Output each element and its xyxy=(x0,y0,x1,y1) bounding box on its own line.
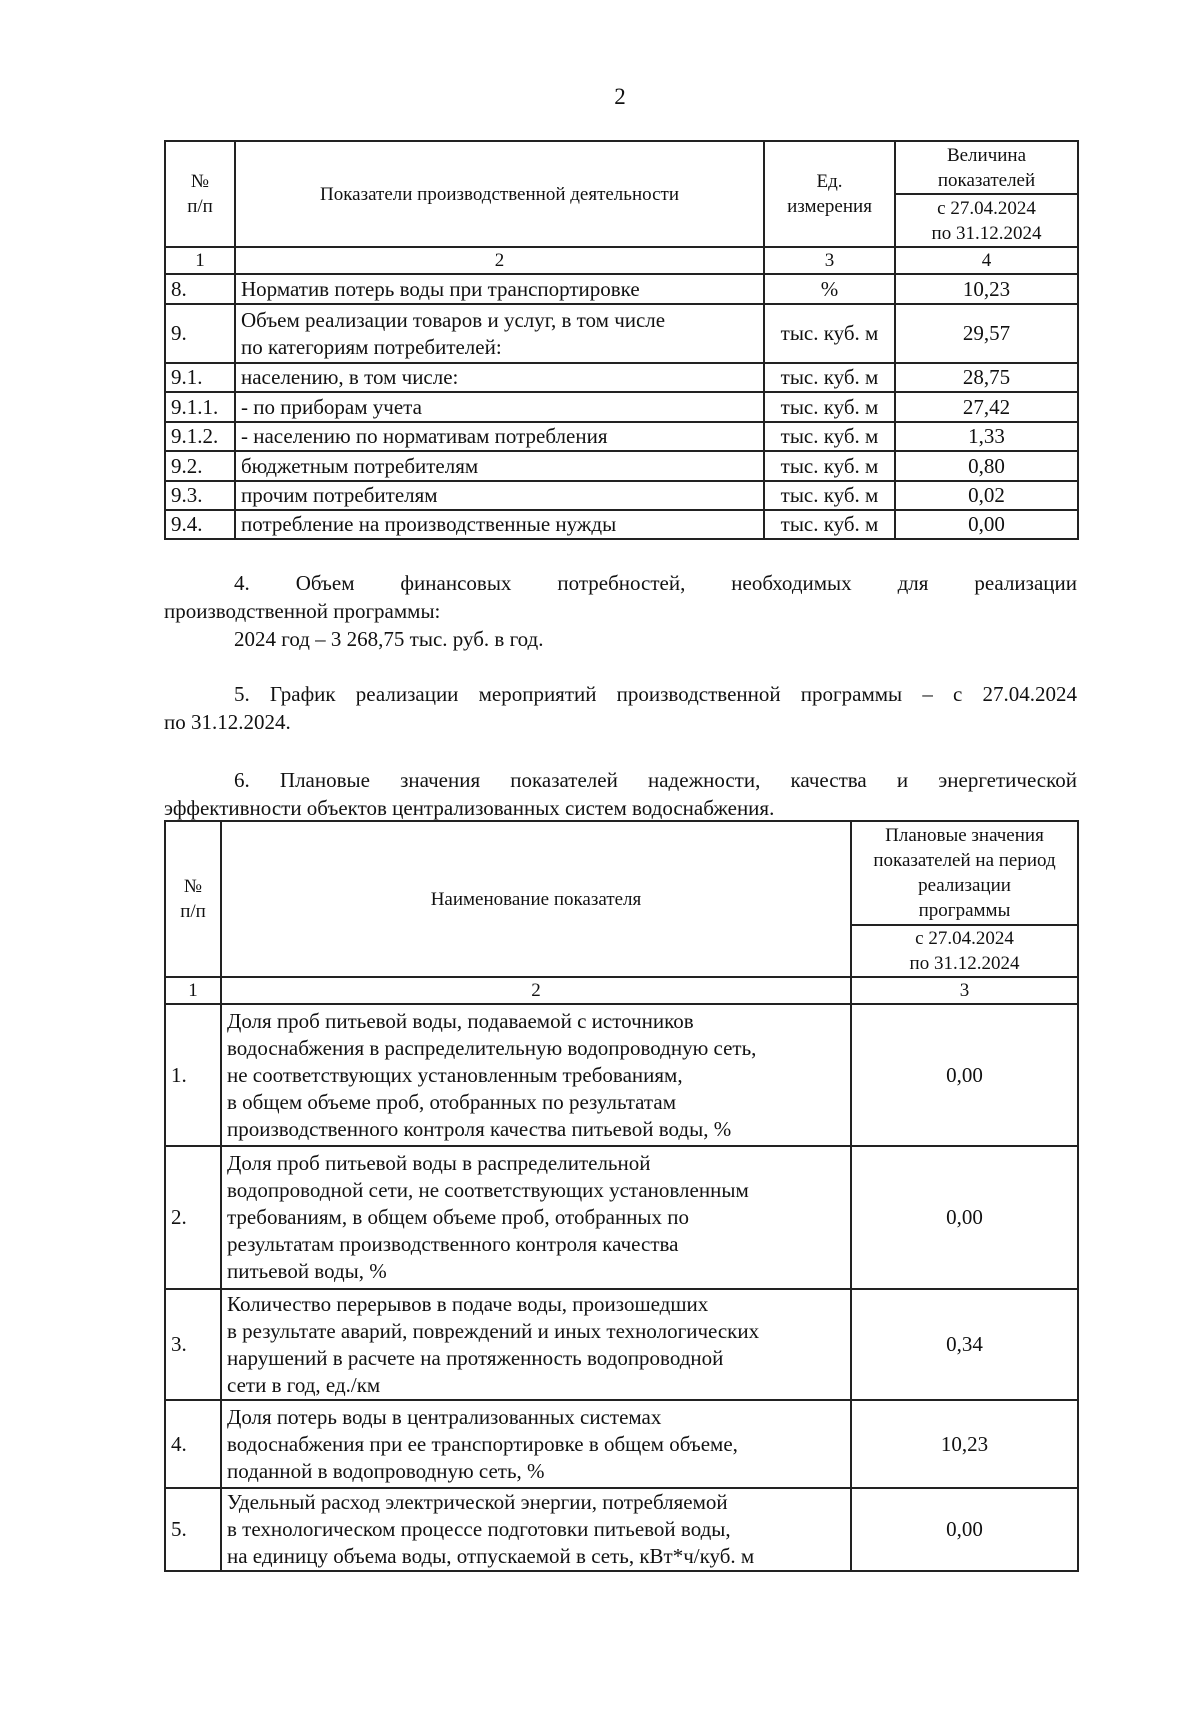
table-row xyxy=(165,304,1078,363)
row-num: 9.2. xyxy=(165,451,235,481)
row-unit: тыс. куб. м xyxy=(764,304,895,363)
header-period: с 27.04.2024 по 31.12.2024 xyxy=(895,194,1078,247)
row-name: Количество перерывов в подаче воды, произошедших в результате аварий, повреждений и иных технологических нарушений в расчете на протяженность водопроводной сети в год, ед./км xyxy=(221,1289,851,1400)
row-name: прочим потребителям xyxy=(235,481,764,510)
row-name: населению, в том числе: xyxy=(235,363,764,392)
row-value: 28,75 xyxy=(895,363,1078,392)
page-number: 2 xyxy=(614,84,626,109)
row-value: 0,00 xyxy=(851,1004,1078,1146)
row-name: потребление на производственные нужды xyxy=(235,510,764,539)
row-num: 3. xyxy=(165,1289,221,1400)
table-row xyxy=(165,510,1078,539)
row-name: - по приборам учета xyxy=(235,392,764,422)
row-unit: тыс. куб. м xyxy=(764,481,895,510)
production-indicators-table xyxy=(164,140,1079,540)
header-value: Величина показателей xyxy=(895,141,1078,194)
row-num: 2. xyxy=(165,1146,221,1289)
col-number: 1 xyxy=(165,977,221,1004)
row-num: 9.1.1. xyxy=(165,392,235,422)
col-number: 2 xyxy=(235,247,764,274)
table-row xyxy=(165,422,1078,451)
header-unit: Ед. измерения xyxy=(764,141,895,247)
section5-line2: по 31.12.2024. xyxy=(164,710,291,734)
table-row xyxy=(165,1400,1078,1488)
table-row xyxy=(165,1004,1078,1146)
table-row xyxy=(165,1488,1078,1571)
section4-financing: 2024 год – 3 268,75 тыс. руб. в год. xyxy=(234,627,544,651)
row-value: 0,00 xyxy=(851,1146,1078,1289)
row-value: 0,80 xyxy=(895,451,1078,481)
reliability-indicators-table xyxy=(164,820,1079,1572)
row-name: бюджетным потребителям xyxy=(235,451,764,481)
table-row xyxy=(165,481,1078,510)
table-row xyxy=(165,274,1078,304)
row-value: 0,34 xyxy=(851,1289,1078,1400)
row-unit: тыс. куб. м xyxy=(764,422,895,451)
row-num: 8. xyxy=(165,274,235,304)
table-row xyxy=(165,1289,1078,1400)
col-number: 3 xyxy=(764,247,895,274)
row-value: 0,00 xyxy=(895,510,1078,539)
table-row xyxy=(165,1146,1078,1289)
row-name: Доля проб питьевой воды в распределительной водопроводной сети, не соответствующих установленным требованиям, в общем объеме проб, отобранных по результатам производственного контроля качества питьевой воды, % xyxy=(221,1146,851,1289)
row-num: 9.4. xyxy=(165,510,235,539)
section4-line1: 4. Объем финансовых потребностей, необходимых для реализации xyxy=(234,571,1077,595)
header-period: с 27.04.2024 по 31.12.2024 xyxy=(851,925,1078,977)
header-num: № п/п xyxy=(165,821,221,977)
table-row xyxy=(165,451,1078,481)
table-row xyxy=(165,392,1078,422)
row-num: 9.3. xyxy=(165,481,235,510)
row-value: 0,00 xyxy=(851,1488,1078,1571)
row-name: - населению по нормативам потребления xyxy=(235,422,764,451)
header-indicator-name: Наименование показателя xyxy=(221,821,851,977)
section6-line2: эффективности объектов централизованных систем водоснабжения. xyxy=(164,796,775,820)
row-name: Объем реализации товаров и услуг, в том числе по категориям потребителей: xyxy=(235,304,764,363)
row-name: Доля потерь воды в централизованных системах водоснабжения при ее транспортировке в общем объеме, поданной в водопроводную сеть, % xyxy=(221,1400,851,1488)
col-number: 4 xyxy=(895,247,1078,274)
row-name: Удельный расход электрической энергии, потребляемой в технологическом процессе подготовки питьевой воды, на единицу объема воды, отпускаемой в сеть, кВт*ч/куб. м xyxy=(221,1488,851,1571)
row-value: 1,33 xyxy=(895,422,1078,451)
row-num: 9. xyxy=(165,304,235,363)
row-value: 10,23 xyxy=(895,274,1078,304)
row-value: 0,02 xyxy=(895,481,1078,510)
header-planned-values: Плановые значения показателей на период реализации программы xyxy=(851,821,1078,925)
row-num: 5. xyxy=(165,1488,221,1571)
row-num: 9.1. xyxy=(165,363,235,392)
row-num: 1. xyxy=(165,1004,221,1146)
section4-line2: производственной программы: xyxy=(164,599,441,623)
row-name: Доля проб питьевой воды, подаваемой с источников водоснабжения в распределительную водопроводную сеть, не соответствующих установленным требованиям, в общем объеме проб, отобранных по результатам производственного контроля качества питьевой воды, % xyxy=(221,1004,851,1146)
row-num: 4. xyxy=(165,1400,221,1488)
row-num: 9.1.2. xyxy=(165,422,235,451)
col-number: 3 xyxy=(851,977,1078,1004)
section6-line1: 6. Плановые значения показателей надежности, качества и энергетической xyxy=(234,768,1077,792)
header-indicator: Показатели производственной деятельности xyxy=(235,141,764,247)
row-unit: тыс. куб. м xyxy=(764,392,895,422)
row-unit: тыс. куб. м xyxy=(764,510,895,539)
col-number: 2 xyxy=(221,977,851,1004)
col-number: 1 xyxy=(165,247,235,274)
row-value: 27,42 xyxy=(895,392,1078,422)
section5-line1: 5. График реализации мероприятий производственной программы – с 27.04.2024 xyxy=(234,682,1077,706)
row-unit: тыс. куб. м xyxy=(764,451,895,481)
row-unit: % xyxy=(764,274,895,304)
row-name: Норматив потерь воды при транспортировке xyxy=(235,274,764,304)
row-value: 10,23 xyxy=(851,1400,1078,1488)
row-value: 29,57 xyxy=(895,304,1078,363)
row-unit: тыс. куб. м xyxy=(764,363,895,392)
table-row xyxy=(165,363,1078,392)
header-num: № п/п xyxy=(165,141,235,247)
